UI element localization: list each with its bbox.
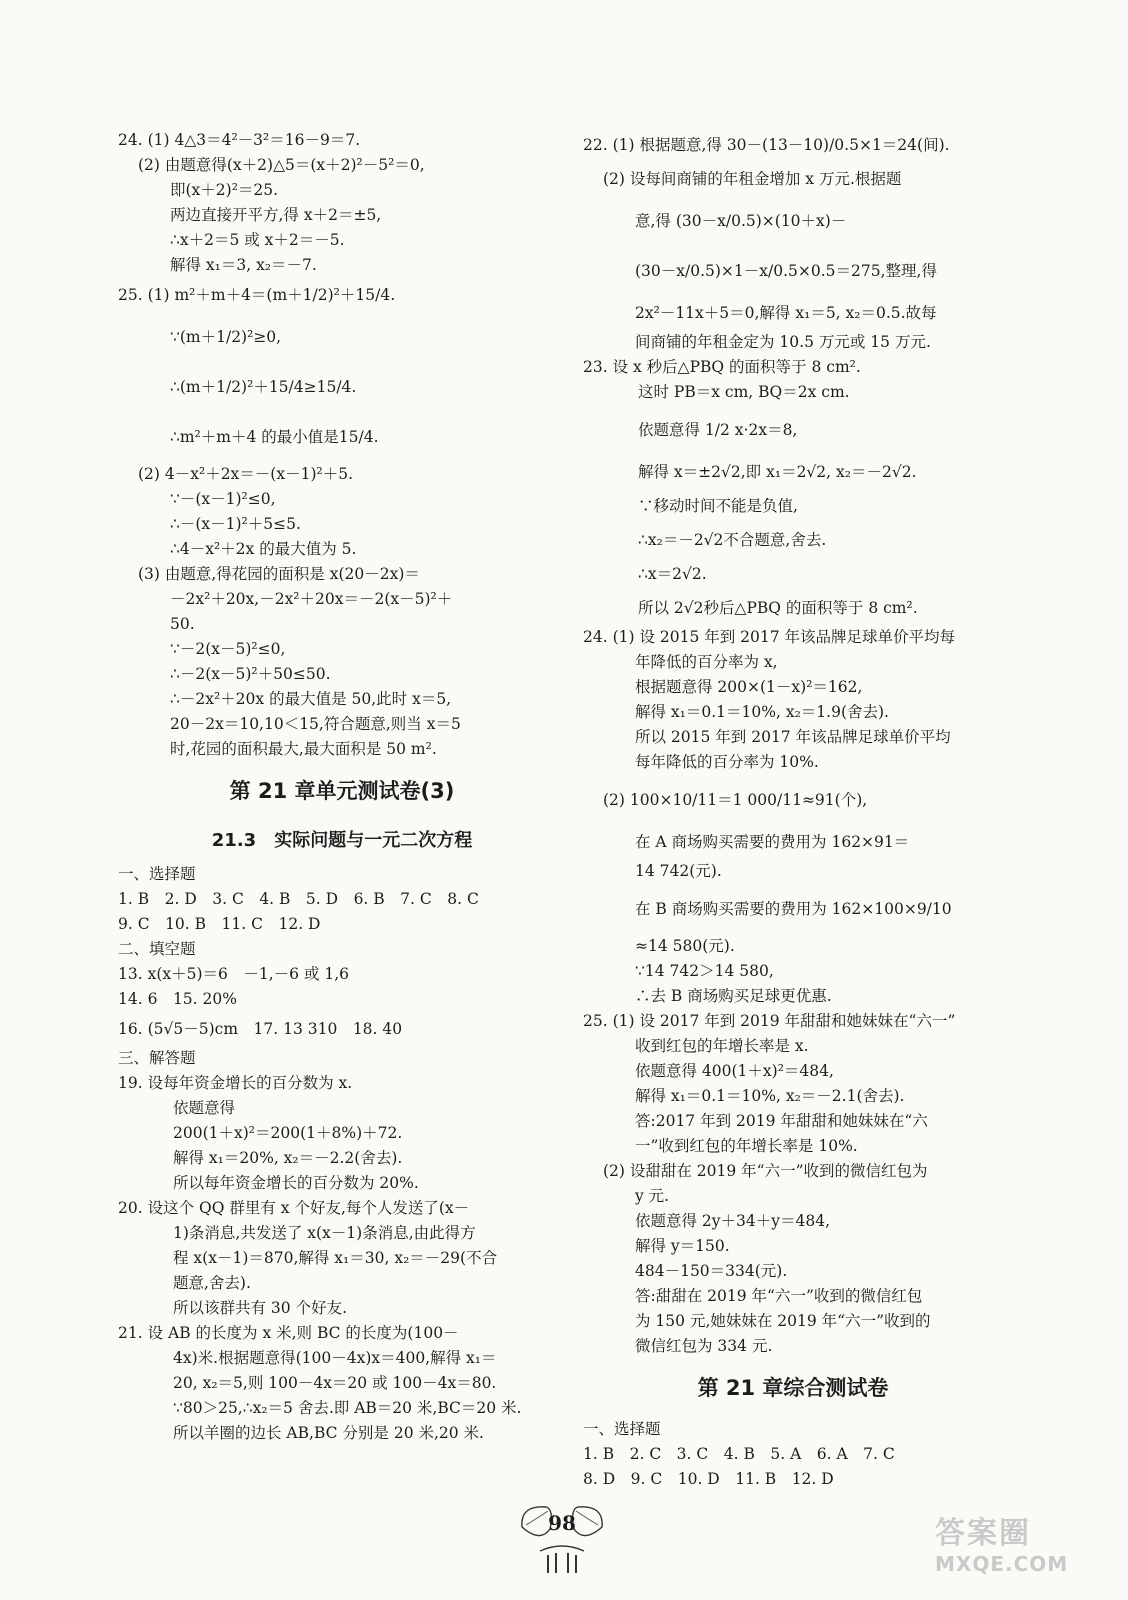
text-line: 20, x₂＝5,则 100－4x＝20 或 100－4x＝80. [173,1374,497,1392]
text-line: 解得 x₁＝3, x₂＝－7. [170,256,317,274]
text-line: 50. [170,615,195,633]
text-line: 间商铺的年租金定为 10.5 万元或 15 万元. [635,333,931,351]
text-line: 一、选择题 [583,1420,661,1438]
text-line: (2) 4－x²＋2x＝－(x－1)²＋5. [138,465,354,483]
text-line: ∵(m＋1/2)²≥0, [170,328,282,346]
text-line: (2) 由题意得(x＋2)△5＝(x＋2)²－5²＝0, [138,156,425,174]
text-line: 时,花园的面积最大,最大面积是 50 m². [170,740,437,758]
text-line: 25. (1) m²＋m＋4＝(m＋1/2)²＋15/4. [118,286,396,304]
text-line: 为 150 元,她妹妹在 2019 年“六一”收到的 [635,1312,931,1330]
watermark-en: MXQE.COM [935,1552,1069,1576]
text-line: 解得 x₁＝0.1＝10%, x₂＝－2.1(舍去). [635,1087,905,1105]
text-line: 每年降低的百分率为 10%. [635,753,819,771]
text-line: 19. 设每年资金增长的百分数为 x. [118,1074,353,1092]
text-line: ∴去 B 商场购买足球更优惠. [635,987,832,1005]
text-line: 一、选择题 [118,865,196,883]
text-line: 8. D 9. C 10. D 11. B 12. D [583,1470,834,1488]
text-line: 21. 设 AB 的长度为 x 米,则 BC 的长度为(100－ [118,1324,459,1342]
text-line: (3) 由题意,得花园的面积是 x(20－2x)＝ [138,565,420,583]
text-line: 所以每年资金增长的百分数为 20%. [173,1174,419,1192]
text-line: 9. C 10. B 11. C 12. D [118,915,321,933]
text-line: ∴(m＋1/2)²＋15/4≥15/4. [170,378,357,396]
text-line: 三、解答题 [118,1049,196,1067]
text-line: (2) 设每间商铺的年租金增加 x 万元.根据题 [603,170,902,188]
text-line: 年降低的百分率为 x, [635,653,778,671]
text-line: ∵移动时间不能是负值, [638,497,798,515]
text-line: 根据题意得 200×(1－x)²＝162, [635,678,863,696]
text-line: 4x)米.根据题意得(100－4x)x＝400,解得 x₁＝ [173,1349,497,1367]
text-line: 所以 2015 年到 2017 年该品牌足球单价平均 [635,728,951,746]
text-line: ∴m²＋m＋4 的最小值是15/4. [170,428,379,446]
text-line: ∴－2(x－5)²＋50≤50. [170,665,331,683]
text-line: 依题意得 2y＋34＋y＝484, [635,1212,831,1230]
text-line: ∴－(x－1)²＋5≤5. [170,515,301,533]
text-line: ≈14 580(元). [635,937,735,955]
text-line: 1)条消息,共发送了 x(x－1)条消息,由此得方 [173,1224,476,1242]
text-line: 484－150＝334(元). [635,1262,788,1280]
right-column [583,128,1003,1492]
text-line: 这时 PB＝x cm, BQ＝2x cm. [638,383,850,401]
text-line: 解得 x₁＝0.1＝10%, x₂＝1.9(舍去). [635,703,889,721]
chapter-title: 第 21 章综合测试卷 [697,1376,889,1400]
text-line: ∵－2(x－5)²≤0, [170,640,286,658]
text-line: 200(1＋x)²＝200(1＋8%)＋72. [173,1124,403,1142]
page-number: 98 [548,1511,576,1535]
text-line: (30－x/0.5)×1－x/0.5×0.5＝275,整理,得 [635,262,937,280]
text-line: 解得 y＝150. [635,1237,730,1255]
text-line: 依题意得 400(1＋x)²＝484, [635,1062,834,1080]
text-line: ∵14 742＞14 580, [635,962,774,980]
text-line: 题意,舍去). [173,1274,251,1292]
text-line: 两边直接开平方,得 x＋2＝±5, [170,206,382,224]
text-line: ∵80＞25,∴x₂＝5 舍去.即 AB＝20 米,BC＝20 米. [173,1399,522,1417]
text-line: 1. B 2. C 3. C 4. B 5. A 6. A 7. C [583,1445,895,1463]
text-line: 16. (5√5－5)cm 17. 13 310 18. 40 [118,1020,403,1038]
text-line: 依题意得 [173,1099,236,1117]
text-line: －2x²＋20x,－2x²＋20x＝－2(x－5)²＋ [170,590,453,608]
text-line: ∴x₂＝－2√2不合题意,舍去. [638,531,827,549]
text-line: 24. (1) 4△3＝4²－3²＝16－9＝7. [118,131,361,149]
text-line: ∴－2x²＋20x 的最大值是 50,此时 x＝5, [170,690,452,708]
text-line: 答:2017 年到 2019 年甜甜和她妹妹在“六 [635,1112,928,1130]
text-line: 解得 x₁＝20%, x₂＝－2.2(舍去). [173,1149,403,1167]
text-line: 意,得 (30－x/0.5)×(10＋x)－ [635,212,847,230]
text-line: 答:甜甜在 2019 年“六一”收到的微信红包 [635,1287,923,1305]
text-line: 程 x(x－1)＝870,解得 x₁＝30, x₂＝－29(不合 [173,1249,498,1267]
left-column [118,128,566,1446]
text-line: ∵－(x－1)²≤0, [170,490,276,508]
text-line: 24. (1) 设 2015 年到 2017 年该品牌足球单价平均每 [583,628,956,646]
text-line: 22. (1) 根据题意,得 30－(13－10)/0.5×1＝24(间). [583,136,950,154]
chapter-title: 第 21 章单元测试卷(3) [229,779,455,803]
watermark [935,1508,1115,1588]
text-line: ∴x＝2√2. [638,565,707,583]
text-line: 14. 6 15. 20% [118,990,237,1008]
text-line: 在 A 商场购买需要的费用为 162×91＝ [635,833,910,851]
text-line: 所以该群共有 30 个好友. [173,1299,348,1317]
watermark-cn: 答案圈 [935,1516,1031,1551]
page-number-badge [510,1497,614,1577]
leaf-ornament-icon [510,1497,614,1577]
text-line: 14 742(元). [635,862,722,880]
text-line: 20. 设这个 QQ 群里有 x 个好友,每个人发送了(x－ [118,1199,470,1217]
section-title: 21.3 实际问题与一元二次方程 [211,830,473,851]
text-line: 微信红包为 334 元. [635,1337,773,1355]
text-line: 所以 2√2秒后△PBQ 的面积等于 8 cm². [638,599,918,617]
text-line: 一”收到红包的年增长率是 10%. [635,1137,858,1155]
text-line: 20－2x＝10,10＜15,符合题意,则当 x＝5 [170,715,461,733]
text-line: (2) 100×10/11＝1 000/11≈91(个), [603,791,868,809]
text-line: (2) 设甜甜在 2019 年“六一”收到的微信红包为 [603,1162,928,1180]
text-line: 解得 x＝±2√2,即 x₁＝2√2, x₂＝－2√2. [638,463,917,481]
text-line: 23. 设 x 秒后△PBQ 的面积等于 8 cm². [583,358,861,376]
text-line: 1. B 2. D 3. C 4. B 5. D 6. B 7. C 8. C [118,890,479,908]
text-line: 所以羊圈的边长 AB,BC 分别是 20 米,20 米. [173,1424,484,1442]
text-line: 二、填空题 [118,940,196,958]
text-line: 收到红包的年增长率是 x. [635,1037,809,1055]
text-line: 在 B 商场购买需要的费用为 162×100×9/10 [635,900,952,918]
text-line: y 元. [635,1187,670,1205]
text-line: 即(x＋2)²＝25. [170,181,279,199]
text-line: 2x²－11x＋5＝0,解得 x₁＝5, x₂＝0.5.故每 [635,304,937,322]
text-line: 依题意得 1/2 x·2x＝8, [638,421,798,439]
text-line: ∴x＋2＝5 或 x＋2＝－5. [170,231,345,249]
text-line: 25. (1) 设 2017 年到 2019 年甜甜和她妹妹在“六一” [583,1012,956,1030]
text-line: 13. x(x＋5)＝6 －1,－6 或 1,6 [118,965,350,983]
text-line: ∴4－x²＋2x 的最大值为 5. [170,540,357,558]
